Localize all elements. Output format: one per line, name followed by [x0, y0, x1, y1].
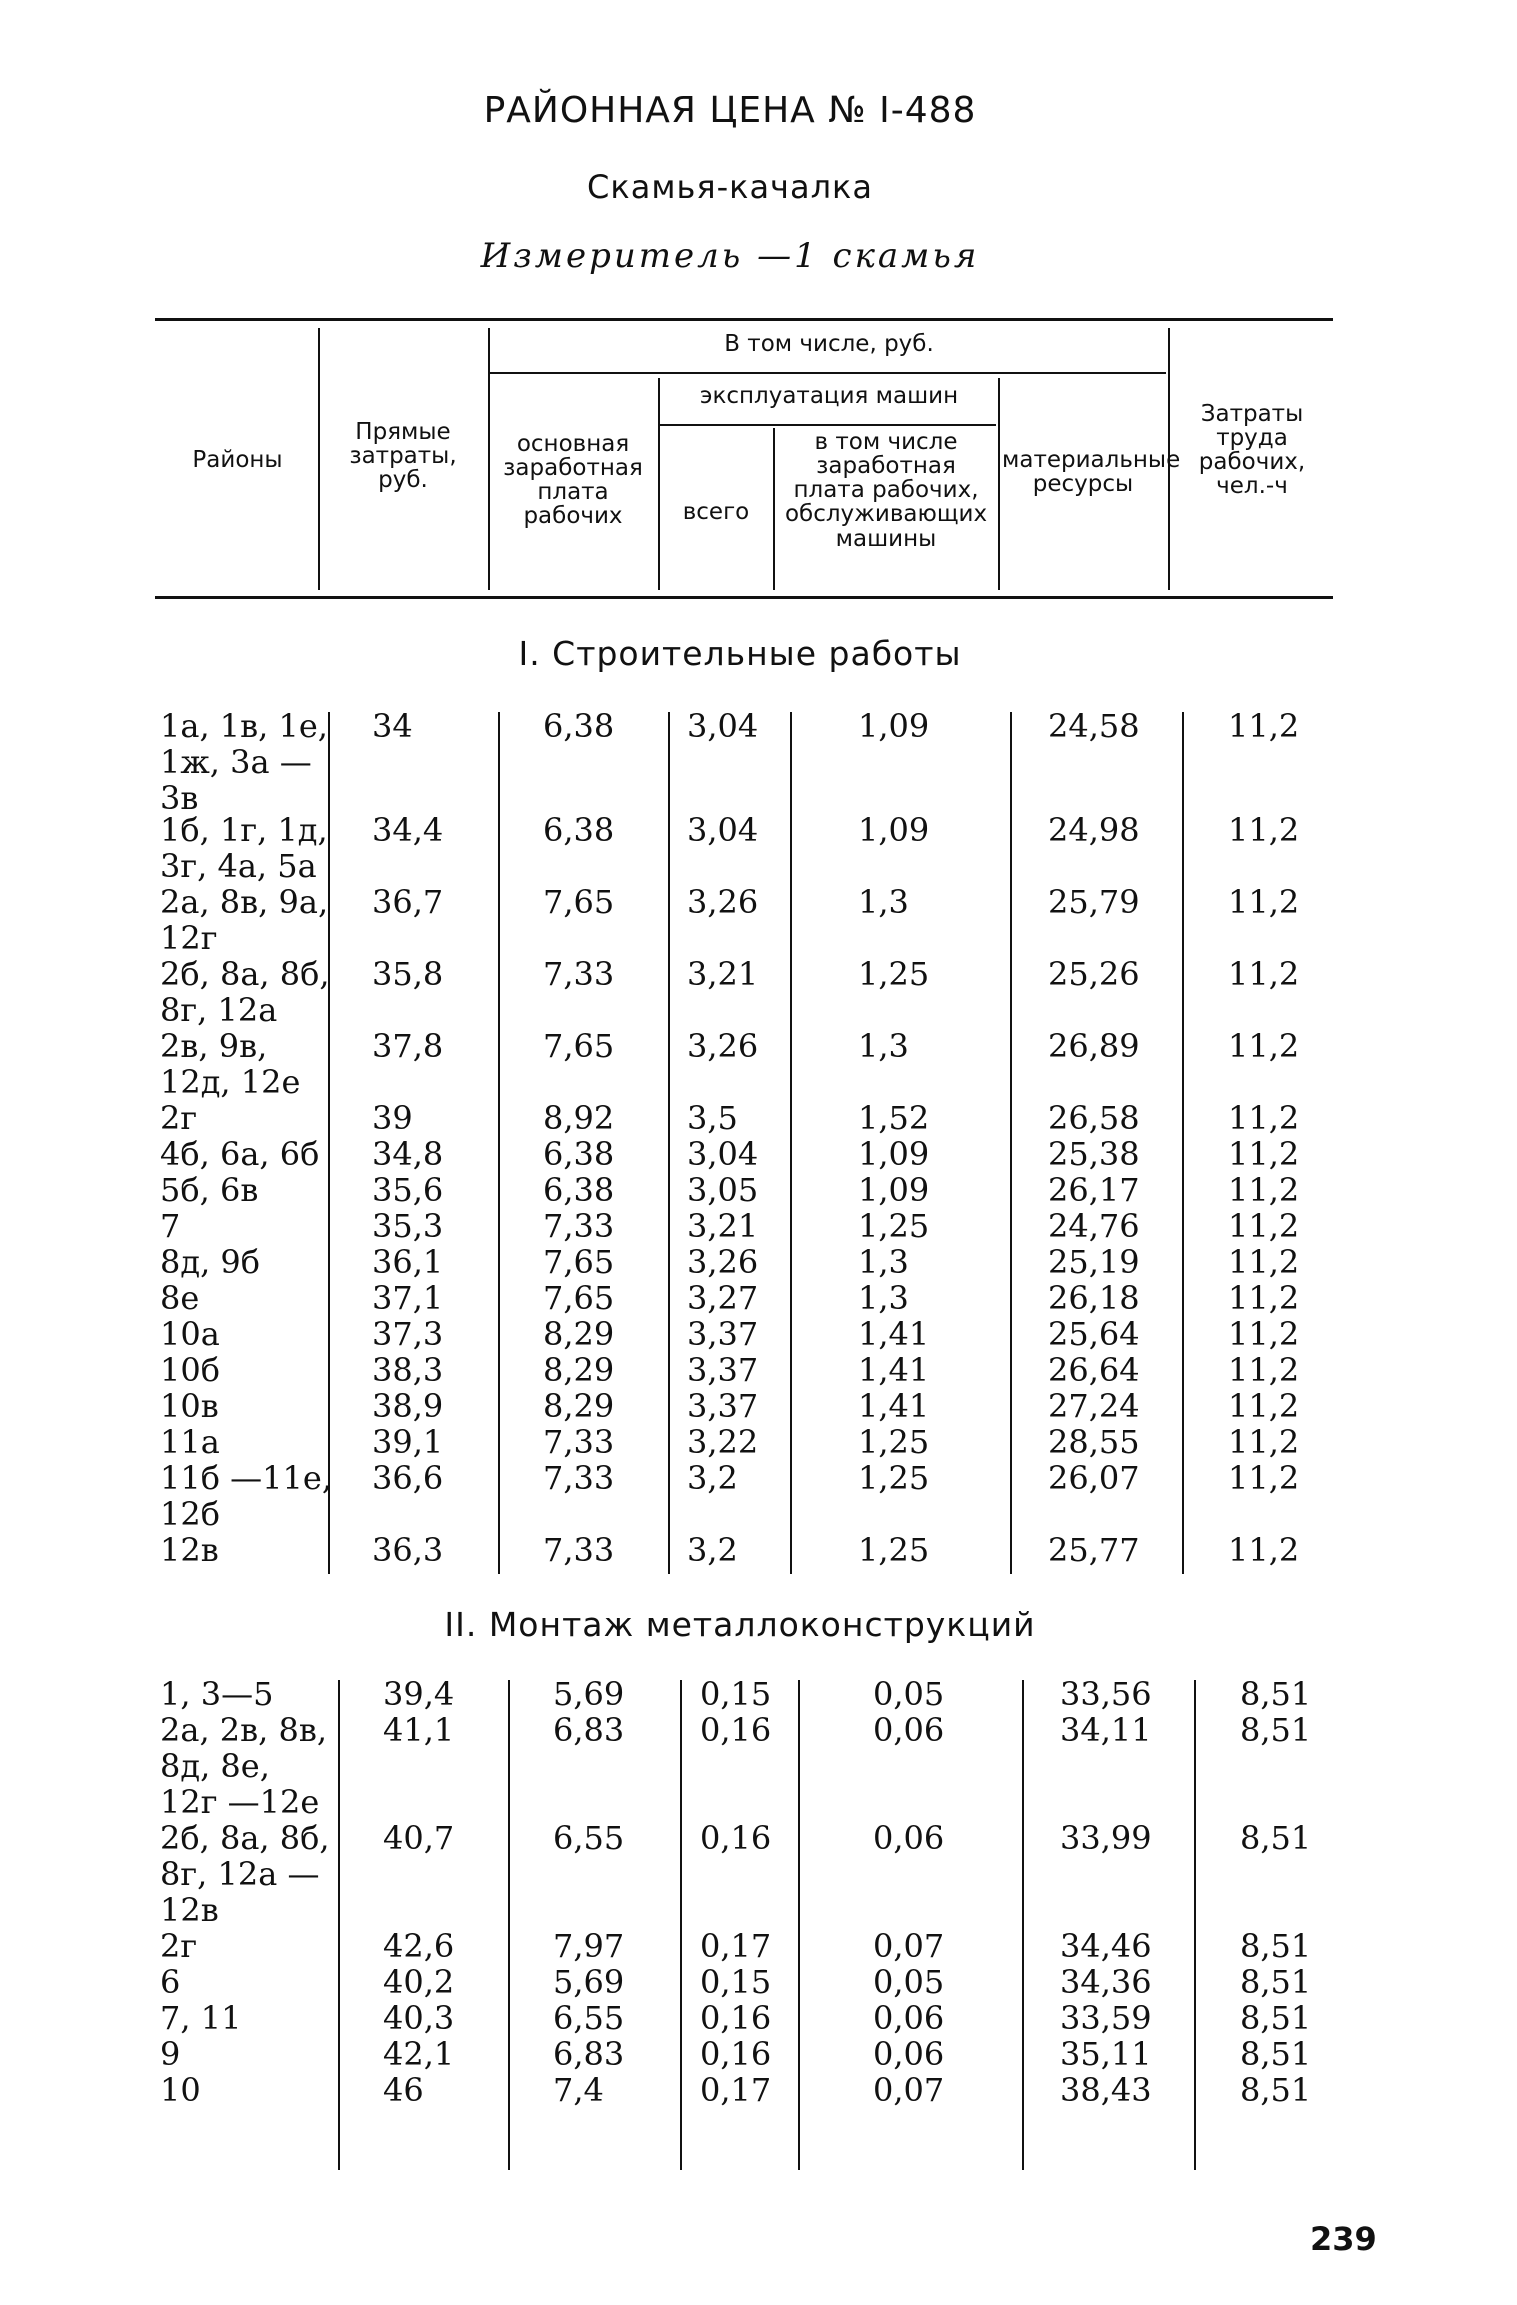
value-cell-direct: 35,8 [372, 955, 444, 993]
value-cell-direct: 37,3 [372, 1315, 444, 1353]
value-cell-materials: 33,59 [1060, 1999, 1152, 2037]
region-cell: 10а [160, 1315, 220, 1353]
column-divider [1010, 712, 1012, 1574]
region-cell: 10б [160, 1351, 220, 1389]
value-cell-wages: 6,38 [543, 707, 615, 745]
value-cell-materials: 33,56 [1060, 1675, 1152, 1713]
value-cell-wages: 7,33 [543, 955, 615, 993]
value-cell-labor: 11,2 [1228, 1531, 1300, 1569]
page-title: РАЙОННАЯ ЦЕНА № I-488 [483, 90, 977, 131]
value-cell-direct: 36,6 [372, 1459, 444, 1497]
value-cell-wages: 8,29 [543, 1387, 615, 1425]
column-divider [680, 1680, 682, 2170]
region-cell: 1, 3—5 [160, 1675, 274, 1713]
value-cell-wages: 7,65 [543, 883, 615, 921]
value-cell-materials: 24,58 [1048, 707, 1140, 745]
value-cell-materials: 25,26 [1048, 955, 1140, 993]
value-cell-labor: 11,2 [1228, 1099, 1300, 1137]
value-cell-direct: 36,1 [372, 1243, 444, 1281]
value-cell-m-total: 3,04 [687, 811, 759, 849]
value-cell-m-total: 3,27 [687, 1279, 759, 1317]
value-cell-materials: 24,76 [1048, 1207, 1140, 1245]
value-cell-wages: 7,33 [543, 1459, 615, 1497]
region-cell: 9 [160, 2035, 181, 2073]
value-cell-m-wages: 1,09 [858, 811, 930, 849]
region-cell: 8д, 9б [160, 1243, 261, 1281]
region-cell: 2в, 9в, 12д, 12е [160, 1027, 301, 1101]
value-cell-m-total: 0,16 [700, 1711, 772, 1749]
value-cell-labor: 11,2 [1228, 1171, 1300, 1209]
value-cell-m-wages: 1,3 [858, 1279, 909, 1317]
value-cell-wages: 6,38 [543, 811, 615, 849]
region-cell: 11б —11е, 12б [160, 1459, 332, 1533]
header-divider [773, 428, 775, 590]
value-cell-direct: 34,8 [372, 1135, 444, 1173]
value-cell-labor: 11,2 [1228, 707, 1300, 745]
value-cell-direct: 38,3 [372, 1351, 444, 1389]
value-cell-materials: 28,55 [1048, 1423, 1140, 1461]
value-cell-labor: 11,2 [1228, 1351, 1300, 1389]
value-cell-m-wages: 0,06 [873, 2035, 945, 2073]
value-cell-wages: 5,69 [553, 1675, 625, 1713]
value-cell-m-total: 3,5 [687, 1099, 738, 1137]
value-cell-m-total: 3,37 [687, 1387, 759, 1425]
value-cell-m-total: 0,16 [700, 1999, 772, 2037]
column-divider [1182, 712, 1184, 1574]
value-cell-materials: 25,79 [1048, 883, 1140, 921]
value-cell-direct: 41,1 [383, 1711, 455, 1749]
column-divider [798, 1680, 800, 2170]
header-divider [998, 378, 1000, 590]
value-cell-labor: 8,51 [1240, 1711, 1312, 1749]
region-cell: 8е [160, 1279, 200, 1317]
value-cell-m-wages: 1,25 [858, 1531, 930, 1569]
value-cell-wages: 7,33 [543, 1207, 615, 1245]
header-bottom-rule [155, 596, 1333, 599]
value-cell-materials: 25,38 [1048, 1135, 1140, 1173]
value-cell-m-wages: 0,06 [873, 1819, 945, 1857]
value-cell-labor: 11,2 [1228, 1279, 1300, 1317]
column-divider [498, 712, 500, 1574]
region-cell: 2а, 2в, 8в, 8д, 8е, 12г —12е [160, 1711, 328, 1821]
value-cell-m-wages: 1,25 [858, 1207, 930, 1245]
value-cell-m-wages: 1,41 [858, 1351, 930, 1389]
value-cell-labor: 11,2 [1228, 811, 1300, 849]
value-cell-labor: 11,2 [1228, 883, 1300, 921]
col-header-wages: основная заработная плата рабочих [503, 431, 643, 530]
region-cell: 1а, 1в, 1е, 1ж, 3а — 3в [160, 707, 328, 817]
value-cell-m-wages: 1,25 [858, 955, 930, 993]
region-cell: 2б, 8а, 8б, 8г, 12а — 12в [160, 1819, 330, 1929]
region-cell: 2г [160, 1927, 198, 1965]
section-title-construction: I. Строительные работы [518, 634, 962, 673]
value-cell-wages: 7,97 [553, 1927, 625, 1965]
value-cell-wages: 6,55 [553, 1819, 625, 1857]
value-cell-m-total: 3,2 [687, 1459, 738, 1497]
value-cell-m-total: 3,21 [687, 955, 759, 993]
region-cell: 2б, 8а, 8б, 8г, 12а [160, 955, 330, 1029]
value-cell-direct: 34 [372, 707, 413, 745]
value-cell-wages: 7,65 [543, 1279, 615, 1317]
value-cell-labor: 11,2 [1228, 1315, 1300, 1353]
value-cell-materials: 25,77 [1048, 1531, 1140, 1569]
value-cell-labor: 11,2 [1228, 1423, 1300, 1461]
value-cell-m-wages: 1,3 [858, 1243, 909, 1281]
value-cell-materials: 26,64 [1048, 1351, 1140, 1389]
column-divider [338, 1680, 340, 2170]
value-cell-wages: 7,33 [543, 1423, 615, 1461]
value-cell-wages: 6,38 [543, 1135, 615, 1173]
value-cell-materials: 25,64 [1048, 1315, 1140, 1353]
value-cell-labor: 8,51 [1240, 1963, 1312, 2001]
column-divider [1194, 1680, 1196, 2170]
value-cell-direct: 37,1 [372, 1279, 444, 1317]
column-divider [668, 712, 670, 1574]
col-header-machines: эксплуатация машин [699, 383, 959, 409]
value-cell-m-total: 0,15 [700, 1675, 772, 1713]
header-subrule [660, 424, 996, 426]
value-cell-wages: 6,83 [553, 1711, 625, 1749]
region-cell: 12в [160, 1531, 219, 1569]
value-cell-m-wages: 1,52 [858, 1099, 930, 1137]
value-cell-m-wages: 0,05 [873, 1675, 945, 1713]
value-cell-labor: 11,2 [1228, 1027, 1300, 1065]
value-cell-m-wages: 1,41 [858, 1387, 930, 1425]
value-cell-m-total: 3,26 [687, 883, 759, 921]
value-cell-labor: 11,2 [1228, 1243, 1300, 1281]
value-cell-materials: 34,11 [1060, 1711, 1152, 1749]
col-header-materials: материальные ресурсы [1002, 447, 1181, 498]
value-cell-labor: 11,2 [1228, 1387, 1300, 1425]
value-cell-labor: 11,2 [1228, 1459, 1300, 1497]
value-cell-m-total: 0,16 [700, 2035, 772, 2073]
value-cell-direct: 38,9 [372, 1387, 444, 1425]
measure-unit: Измеритель —1 скамья [480, 236, 980, 276]
col-header-machines-total: всего [682, 499, 750, 525]
value-cell-wages: 8,29 [543, 1315, 615, 1353]
col-header-labor: Затраты труда рабочих, чел.-ч [1198, 401, 1306, 500]
value-cell-m-total: 0,16 [700, 1819, 772, 1857]
value-cell-labor: 11,2 [1228, 1207, 1300, 1245]
region-cell: 10в [160, 1387, 219, 1425]
value-cell-direct: 35,3 [372, 1207, 444, 1245]
value-cell-m-total: 3,2 [687, 1531, 738, 1569]
value-cell-labor: 8,51 [1240, 1927, 1312, 1965]
value-cell-m-total: 3,05 [687, 1171, 759, 1209]
value-cell-materials: 26,07 [1048, 1459, 1140, 1497]
value-cell-labor: 11,2 [1228, 1135, 1300, 1173]
value-cell-m-total: 0,17 [700, 2071, 772, 2109]
value-cell-m-wages: 1,25 [858, 1459, 930, 1497]
header-divider [488, 328, 490, 590]
value-cell-m-total: 3,26 [687, 1243, 759, 1281]
value-cell-materials: 26,17 [1048, 1171, 1140, 1209]
value-cell-materials: 34,36 [1060, 1963, 1152, 2001]
value-cell-direct: 40,2 [383, 1963, 455, 2001]
value-cell-materials: 35,11 [1060, 2035, 1152, 2073]
value-cell-wages: 6,38 [543, 1171, 615, 1209]
value-cell-m-wages: 0,05 [873, 1963, 945, 2001]
value-cell-direct: 36,3 [372, 1531, 444, 1569]
col-header-machines-wages: в том числе заработная плата рабочих, обслуживающих машины [784, 429, 988, 552]
value-cell-materials: 26,18 [1048, 1279, 1140, 1317]
value-cell-m-wages: 1,09 [858, 1135, 930, 1173]
value-cell-m-wages: 1,3 [858, 1027, 909, 1065]
value-cell-wages: 7,65 [543, 1027, 615, 1065]
value-cell-labor: 8,51 [1240, 1675, 1312, 1713]
region-cell: 2а, 8в, 9а, 12г [160, 883, 329, 957]
value-cell-wages: 7,65 [543, 1243, 615, 1281]
region-cell: 7, 11 [160, 1999, 242, 2037]
value-cell-direct: 39 [372, 1099, 413, 1137]
value-cell-m-total: 3,04 [687, 1135, 759, 1173]
value-cell-wages: 8,29 [543, 1351, 615, 1389]
value-cell-direct: 34,4 [372, 811, 444, 849]
col-header-regions: Районы [192, 447, 283, 473]
value-cell-labor: 8,51 [1240, 2035, 1312, 2073]
value-cell-direct: 40,7 [383, 1819, 455, 1857]
value-cell-direct: 46 [383, 2071, 424, 2109]
column-divider [1022, 1680, 1024, 2170]
table-top-rule [155, 318, 1333, 321]
value-cell-materials: 27,24 [1048, 1387, 1140, 1425]
value-cell-materials: 24,98 [1048, 811, 1140, 849]
value-cell-labor: 8,51 [1240, 2071, 1312, 2109]
value-cell-wages: 6,55 [553, 1999, 625, 2037]
value-cell-wages: 6,83 [553, 2035, 625, 2073]
column-divider [508, 1680, 510, 2170]
region-cell: 11а [160, 1423, 220, 1461]
value-cell-direct: 39,1 [372, 1423, 444, 1461]
header-subrule [490, 372, 1166, 374]
value-cell-m-total: 3,04 [687, 707, 759, 745]
value-cell-wages: 7,33 [543, 1531, 615, 1569]
value-cell-direct: 40,3 [383, 1999, 455, 2037]
value-cell-materials: 33,99 [1060, 1819, 1152, 1857]
value-cell-labor: 11,2 [1228, 955, 1300, 993]
region-cell: 5б, 6в [160, 1171, 259, 1209]
value-cell-m-total: 3,22 [687, 1423, 759, 1461]
value-cell-materials: 38,43 [1060, 2071, 1152, 2109]
value-cell-direct: 42,1 [383, 2035, 455, 2073]
page-subtitle: Скамья-качалка [587, 168, 873, 206]
value-cell-m-wages: 0,07 [873, 2071, 945, 2109]
value-cell-direct: 37,8 [372, 1027, 444, 1065]
value-cell-m-total: 0,17 [700, 1927, 772, 1965]
value-cell-m-wages: 1,3 [858, 883, 909, 921]
value-cell-labor: 8,51 [1240, 1999, 1312, 2037]
region-cell: 2г [160, 1099, 198, 1137]
region-cell: 10 [160, 2071, 201, 2109]
value-cell-m-total: 3,37 [687, 1315, 759, 1353]
value-cell-direct: 42,6 [383, 1927, 455, 1965]
value-cell-m-total: 0,15 [700, 1963, 772, 2001]
value-cell-m-total: 3,37 [687, 1351, 759, 1389]
value-cell-m-wages: 0,06 [873, 1711, 945, 1749]
region-cell: 1б, 1г, 1д, 3г, 4а, 5а [160, 811, 328, 885]
column-divider [790, 712, 792, 1574]
value-cell-wages: 7,4 [553, 2071, 604, 2109]
value-cell-m-total: 3,21 [687, 1207, 759, 1245]
col-header-direct: Прямые затраты, руб. [349, 419, 457, 494]
page-number: 239 [1310, 2220, 1377, 2258]
value-cell-wages: 5,69 [553, 1963, 625, 2001]
value-cell-m-total: 3,26 [687, 1027, 759, 1065]
col-header-incl: В том числе, руб. [724, 331, 934, 357]
header-divider [658, 378, 660, 590]
section-title-steel: II. Монтаж металлоконструкций [444, 1605, 1036, 1644]
value-cell-m-wages: 1,09 [858, 707, 930, 745]
region-cell: 4б, 6а, 6б [160, 1135, 320, 1173]
value-cell-direct: 35,6 [372, 1171, 444, 1209]
region-cell: 7 [160, 1207, 181, 1245]
value-cell-direct: 36,7 [372, 883, 444, 921]
value-cell-labor: 8,51 [1240, 1819, 1312, 1857]
header-divider [318, 328, 320, 590]
value-cell-wages: 8,92 [543, 1099, 615, 1137]
value-cell-materials: 25,19 [1048, 1243, 1140, 1281]
region-cell: 6 [160, 1963, 181, 2001]
value-cell-direct: 39,4 [383, 1675, 455, 1713]
value-cell-m-wages: 0,06 [873, 1999, 945, 2037]
value-cell-materials: 34,46 [1060, 1927, 1152, 1965]
value-cell-materials: 26,89 [1048, 1027, 1140, 1065]
value-cell-m-wages: 1,25 [858, 1423, 930, 1461]
value-cell-m-wages: 0,07 [873, 1927, 945, 1965]
value-cell-materials: 26,58 [1048, 1099, 1140, 1137]
value-cell-m-wages: 1,09 [858, 1171, 930, 1209]
value-cell-m-wages: 1,41 [858, 1315, 930, 1353]
